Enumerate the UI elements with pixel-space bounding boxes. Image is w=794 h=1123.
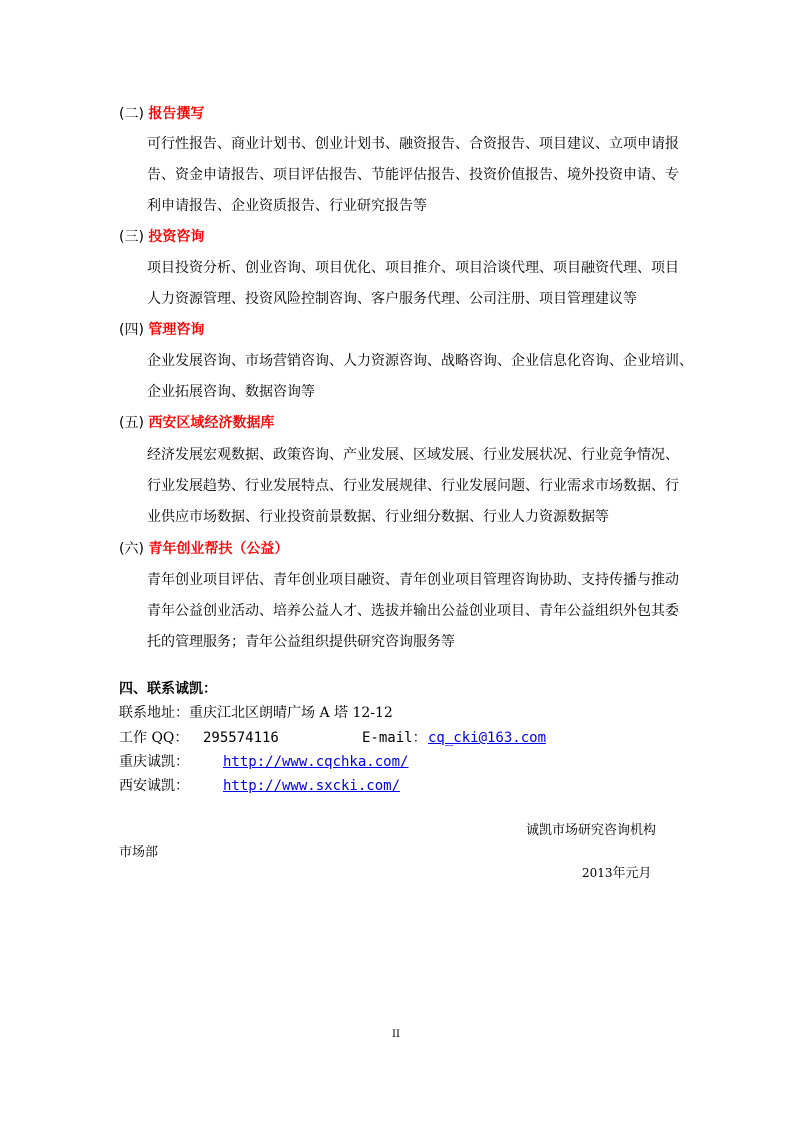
xian-website-link[interactable]: http://www.sxcki.com/	[223, 778, 401, 794]
section-number: (五)	[119, 415, 144, 431]
xian-label: 西安诚凯：	[119, 778, 189, 794]
section-number: (六)	[119, 541, 144, 557]
chongqing-label: 重庆诚凯：	[119, 754, 189, 770]
date-year: 2013	[582, 866, 613, 880]
section-number: (二)	[119, 106, 144, 122]
email-link[interactable]: cq_cki@163.com	[428, 730, 547, 746]
page-number: II	[392, 1029, 400, 1040]
section-title: 投资咨询	[148, 229, 205, 245]
contact-address	[119, 703, 393, 723]
paragraph-line: 经济发展宏观数据、政策咨询、产业发展、区域发展、行业发展状况、行业竞争情况、	[147, 447, 679, 463]
signature-org: 诚凯市场研究咨询机构	[526, 823, 657, 838]
paragraph-line: 业供应市场数据、行业投资前景数据、行业细分数据、行业人力资源数据等	[147, 509, 609, 525]
signature-dept: 市场部	[119, 845, 159, 860]
paragraph-line: 企业拓展咨询、数据咨询等	[147, 384, 315, 400]
signature-date	[582, 864, 652, 883]
section-heading-3	[119, 227, 204, 247]
contact-qq-value: 295574116	[203, 730, 279, 746]
date-text: 年元月	[612, 866, 652, 881]
address-label: 联系地址：	[119, 705, 189, 721]
paragraph-line: 企业发展咨询、市场营销咨询、人力资源咨询、战略咨询、企业信息化咨询、企业培训、	[147, 353, 693, 369]
contact-email-label: E-mail：	[362, 730, 427, 746]
section-heading-6	[119, 539, 288, 559]
address-value: 重庆江北区朗晴广场 A 塔 12-12	[189, 705, 393, 721]
paragraph-line: 青年公益创业活动、培养公益人才、选拔并输出公益创业项目、青年公益组织外包其委	[147, 603, 679, 619]
contact-heading: 四、联系诚凯：	[119, 681, 217, 697]
paragraph-line: 行业发展趋势、行业发展特点、行业发展规律、行业发展问题、行业需求市场数据、行	[147, 478, 679, 494]
section-title: 青年创业帮扶（公益）	[148, 541, 289, 557]
paragraph-line: 告、资金申请报告、项目评估报告、节能评估报告、投资价值报告、境外投资申请、专	[147, 167, 679, 183]
section-title: 西安区域经济数据库	[148, 415, 275, 431]
section-number: (三)	[119, 229, 144, 245]
paragraph-line: 青年创业项目评估、青年创业项目融资、青年创业项目管理咨询协助、支持传播与推动	[147, 572, 679, 588]
section-title: 报告撰写	[148, 106, 205, 122]
section-heading-2	[119, 104, 204, 124]
section-heading-4	[119, 320, 204, 340]
section-number: (四)	[119, 322, 144, 338]
paragraph-line: 利申请报告、企业资质报告、行业研究报告等	[147, 198, 427, 214]
section-heading-5	[119, 413, 274, 433]
contact-qq-label: 工作 QQ：	[119, 730, 189, 746]
paragraph-line: 托的管理服务；青年公益组织提供研究咨询服务等	[147, 634, 455, 650]
section-title: 管理咨询	[148, 322, 205, 338]
paragraph-line: 可行性报告、商业计划书、创业计划书、融资报告、合资报告、项目建议、立项申请报	[147, 136, 679, 152]
paragraph-line: 项目投资分析、创业咨询、项目优化、项目推介、项目洽谈代理、项目融资代理、项目	[147, 260, 679, 276]
chongqing-website-link[interactable]: http://www.cqchka.com/	[223, 754, 409, 770]
paragraph-line: 人力资源管理、投资风险控制咨询、客户服务代理、公司注册、项目管理建议等	[147, 291, 637, 307]
